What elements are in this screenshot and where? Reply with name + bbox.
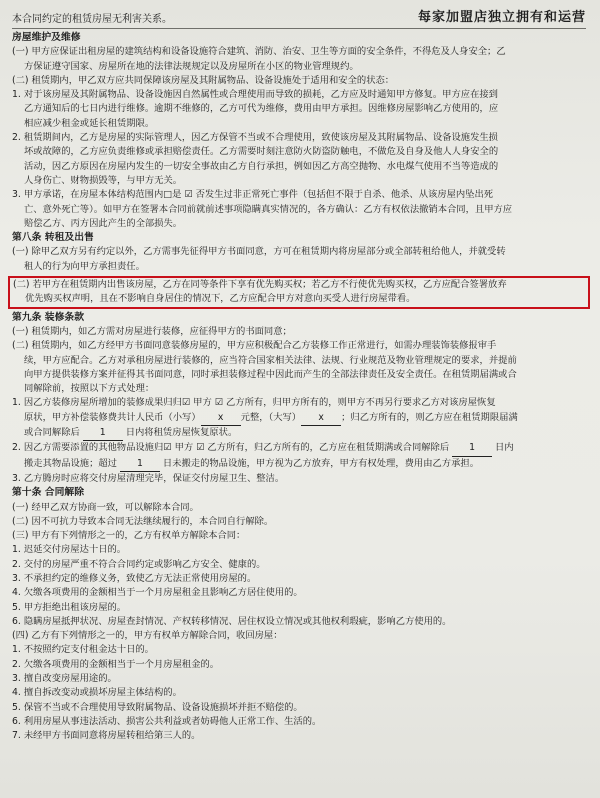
contract-line: 5. 保管不当或不合理使用导致附属物品、设备设施损坏并拒不赔偿的。 [12, 701, 303, 713]
contract-line: 坏或故障的，乙方应负责维修或承担赔偿责任。乙方需要时刻注意防火防盗防触电，不做危及自身及他人人身安全的 [24, 146, 499, 158]
contract-line: 3. 甲方承诺，在房屋本体结构范围内□是 ☑ 否发生过非正常死亡事件（包括但不限于自杀、他杀、从该房屋内坠出死 [12, 189, 494, 201]
highlight-box [8, 276, 590, 309]
contract-line: 原状，甲方补偿装修费共计人民币（小写） x 元整，（大写） x ；归乙方所有的，则乙方应在租赁期限届满 [12, 411, 586, 426]
contract-line: 向甲方提供装修方案并征得其书面同意，同时承担装修过程中因此而产生的全部法律责任及安全责任。在租赁期届满或合 [24, 368, 517, 380]
fill-in-blank: 1 [83, 426, 123, 441]
contract-line: 1. 不按照约定支付租金达十日的。 [12, 644, 154, 656]
contract-line: 2. 租赁期间内，乙方是房屋的实际管理人，因乙方保管不当或不合理使用，致使该房屋及其附属物品、设备设施发生损 [12, 132, 498, 144]
contract-line: (二) 租赁期内，如乙方经甲方书面同意装修房屋的，甲方应积极配合乙方装修工作正常进行，如需办理装饰装修报审手 [12, 340, 497, 352]
section-heading: 第八条 转租及出售 [12, 232, 94, 244]
contract-line: 6. 利用房屋从事违法活动、损害公共利益或者妨碍他人正常工作、生活的。 [12, 715, 322, 727]
contract-line: (一) 经甲乙双方协商一致，可以解除本合同。 [12, 501, 199, 513]
contract-line: 4. 欠缴各项费用的金额相当于一个月房屋租金且影响乙方居住使用的。 [12, 587, 303, 599]
contract-line: (一) 甲方应保证出租房屋的建筑结构和设备设施符合建筑、消防、治安、卫生等方面的安全条件，不得危及人身安全；乙 [12, 46, 506, 58]
section-heading: 第十条 合同解除 [12, 487, 84, 499]
contract-body [12, 31, 586, 744]
fill-in-blank: 1 [452, 441, 492, 456]
contract-line: 人身伤亡、财物损毁等，与甲方无关。 [24, 174, 183, 186]
contract-line: 5. 甲方拒绝出租该房屋的。 [12, 601, 127, 613]
fill-in-blank: 1 [120, 457, 160, 472]
fill-in-blank: x [201, 411, 241, 426]
contract-line: 方保证遵守国家、房屋所在地的法律法规规定以及房屋所在小区的物业管理规约。 [24, 60, 359, 72]
contract-line: 搬走其物品设施；超过 1 日未搬走的物品设施，甲方视为乙方放弃，甲方有权处理，费用由乙方承担。 [12, 457, 586, 472]
contract-line: 4. 擅自拆改变动或损坏房屋主体结构的。 [12, 687, 182, 699]
header-divider [12, 28, 586, 29]
contract-line: 6. 隐瞒房屋抵押状况、房屋查封情况、产权转移情况、居住权设立情况或其他权利瑕疵，影响乙方使用的。 [12, 615, 452, 627]
contract-line: 3. 不承担约定的维修义务，致使乙方无法正常使用房屋的。 [12, 572, 257, 584]
contract-line: 租人的行为向甲方承担责任。 [24, 260, 145, 272]
contract-line: 赔偿乙方、丙方因此产生的全部损失。 [24, 217, 183, 229]
contract-line: (二) 租赁期内，甲乙双方应共同保障该房屋及其附属物品、设备设施处于适用和安全的状态： [12, 74, 395, 86]
header-continuation-text: 本合同约定的租赁房屋无利害关系。 [12, 14, 172, 25]
contract-line: 续，甲方应配合。乙方对承租房屋进行装修的，应当符合国家相关法律、法规、行业规范及物业管理规定的要求，并提前 [24, 354, 517, 366]
contract-line: 7. 未经甲方书面同意将房屋转租给第三人的。 [12, 730, 201, 742]
contract-line: (四) 乙方有下列情形之一的，甲方有权单方解除合同，收回房屋： [12, 630, 283, 642]
contract-line: 2. 交付的房屋严重不符合合同约定或影响乙方安全、健康的。 [12, 558, 266, 570]
contract-line: (二) 若甲方在租赁期内出售该房屋，乙方在同等条件下享有优先购买权；若乙方不行使优先购买权，乙方应配合签署放弃 [13, 279, 507, 291]
contract-line: 亡、意外死亡等）。如甲方在签署本合同前就前述事项隐瞒真实情况的，各方确认：乙方有权依法撤销本合同，且甲方应 [24, 203, 513, 215]
contract-line: 3. 擅自改变房屋用途的。 [12, 673, 117, 685]
section-heading: 房屋维护及维修 [12, 32, 81, 43]
header-brand-text: 每家加盟店独立拥有和运营 [417, 10, 586, 25]
fill-in-blank: x [301, 411, 341, 426]
contract-line: (二) 因不可抗力导致本合同无法继续履行的，本合同自行解除。 [12, 515, 274, 527]
contract-line: 活动，因乙方原因在房屋内发生的一切安全事故由乙方自行承担，例如因乙方高空抛物、水电煤气使用不当等造成的 [24, 160, 499, 172]
section-heading: 第九条 装修条款 [12, 311, 84, 323]
contract-line: (三) 甲方有下列情形之一的，乙方有权单方解除本合同： [12, 530, 246, 542]
contract-line: 优先购买权声明，且在不影响自身居住的情况下，乙方应配合甲方对意向买受人进行房屋带看。 [25, 293, 416, 305]
contract-line: 乙方通知后的七日内进行维修。逾期不维修的，乙方可代为维修，费用由甲方承担。因维修房屋影响乙方使用的，应 [24, 103, 499, 115]
contract-line: 或合同解除后 1 日内将租赁房屋恢复原状。 [12, 426, 586, 441]
contract-line: 2. 因乙方需要添置的其他物品设施归☑ 甲方 ☑ 乙方所有，归乙方所有的，乙方应在租赁期满或合同解除后 1 日内 [12, 441, 586, 456]
page-header [12, 4, 586, 28]
contract-line: (一) 租赁期内，如乙方需对房屋进行装修，应征得甲方的书面同意； [12, 325, 292, 337]
contract-line: 3. 乙方腾房时应将交付房屋清理完毕，保证交付房屋卫生、整洁。 [12, 472, 285, 484]
contract-line: 1. 对于该房屋及其附属物品、设备设施因自然属性或合理使用而导致的损耗，乙方应及时通知甲方修复。甲方应在接到 [12, 89, 498, 101]
contract-line: 相应减少租金或延长租赁期限。 [24, 117, 155, 129]
contract-line: (一) 除甲乙双方另有约定以外，乙方需事先征得甲方书面同意，方可在租赁期内将房屋部分或全部转租给他人，并就受转 [12, 246, 506, 258]
contract-line: 同解除前，按照以下方式处理： [24, 383, 155, 395]
contract-line: 1. 迟延交付房屋达十日的。 [12, 544, 127, 556]
contract-line: 2. 欠缴各项费用的金额相当于一个月房屋租金的。 [12, 658, 220, 670]
contract-line: 1. 因乙方装修房屋所增加的装修成果归归☑ 甲方 ☑ 乙方所有，归甲方所有的，则甲方不再另行要求乙方对该房屋恢复 [12, 397, 496, 409]
